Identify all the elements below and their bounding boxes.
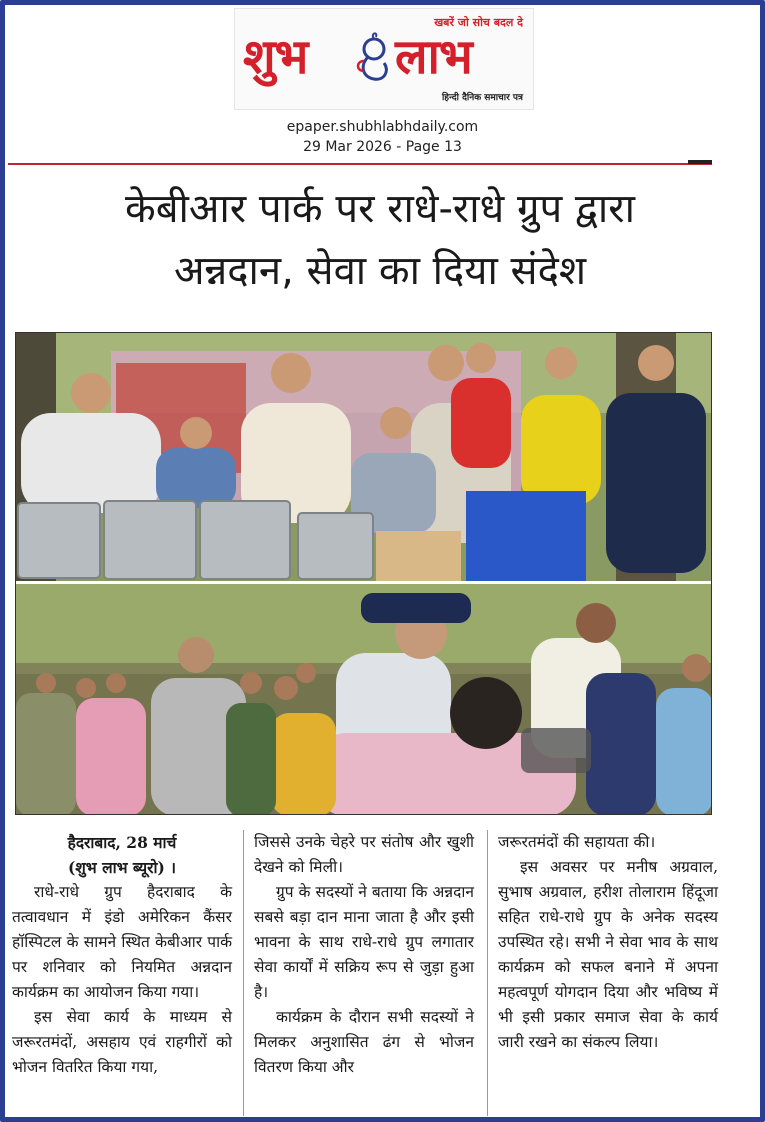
photo-illustration [16, 333, 712, 815]
masthead-subtag: हिन्दी दैनिक समाचार पत्र [441, 93, 523, 103]
logo-word-right: लाभ [395, 29, 472, 85]
article-paragraph: राधे-राधे ग्रुप हैदराबाद के तत्वावधान में इंडो अमेरिकन कैंसर हॉस्पिटल के सामने स्थित केबीआर पार्क पर शनिवार को नियमित अन्नदान कार्यक्रम का आयोजन किया गया। [12, 883, 232, 1001]
column-divider [487, 830, 488, 1116]
article-paragraph: कार्यक्रम के दौरान सभी सदस्यों ने मिलकर अनुशासित ढंग से भोजन वितरण किया और [254, 1008, 474, 1076]
header-divider-tip [688, 160, 712, 164]
dateline-place-date: हैदराबाद, 28 मार्च [67, 833, 177, 852]
article-paragraph: ग्रुप के सदस्यों ने बताया कि अन्नदान सबसे बड़ा दान माना जाता है और इसी भावना के साथ राधे-राधे ग्रुप लगातार सेवा कार्यों में सक्रिय रूप से जुड़ा हुआ है। [254, 883, 474, 1001]
article-paragraph: इस अवसर पर मनीष अग्रवाल, सुभाष अग्रवाल, हरीश तोलाराम हिंदूजा सहित राधे-राधे ग्रुप के अनेक सदस्य उपस्थित रहे। सभी ने सेवा भाव के साथ कार्यक्रम को सफल बनाने में अपना महत्वपूर्ण योगदान दिया और भविष्य में भी इसी प्रकार समाज सेवा के कार्य जारी रखने का संकल्प लिया। [498, 858, 718, 1051]
headline-line-2: अन्नदान, सेवा का दिया संदेश [173, 248, 587, 294]
article-paragraph: जरूरतमंदों की सहायता की। [498, 833, 656, 851]
ganesha-logo-icon [350, 31, 398, 87]
column-divider [243, 830, 244, 1116]
logo-word-left: शुभ [243, 29, 308, 85]
header-divider [8, 163, 712, 165]
article-column-2 [254, 830, 474, 1080]
headline-line-1: केबीआर पार्क पर राधे-राधे ग्रुप द्वारा [124, 186, 636, 232]
article-headline [10, 178, 750, 302]
masthead-logo [234, 8, 534, 110]
masthead-tagline: खबरें जो सोच बदल दे [434, 16, 523, 29]
source-url[interactable]: epaper.shubhlabhdaily.com [286, 119, 479, 135]
source-date: 29 Mar 2026 - Page 13 [303, 139, 462, 155]
article-paragraph: इस सेवा कार्य के माध्यम से जरूरतमंदों, असहाय एवं राहगीरों को भोजन वितरित किया गया, [12, 1008, 232, 1076]
dateline-bureau: (शुभ लाभ ब्यूरो) । [67, 858, 177, 877]
article-column-1 [12, 830, 232, 1080]
article-paragraph: जिससे उनके चेहरे पर संतोष और खुशी देखने को मिली। [254, 833, 474, 876]
article-column-3 [498, 830, 718, 1055]
article-body [12, 830, 718, 1116]
dateline [12, 830, 232, 880]
article-photo [15, 332, 712, 815]
